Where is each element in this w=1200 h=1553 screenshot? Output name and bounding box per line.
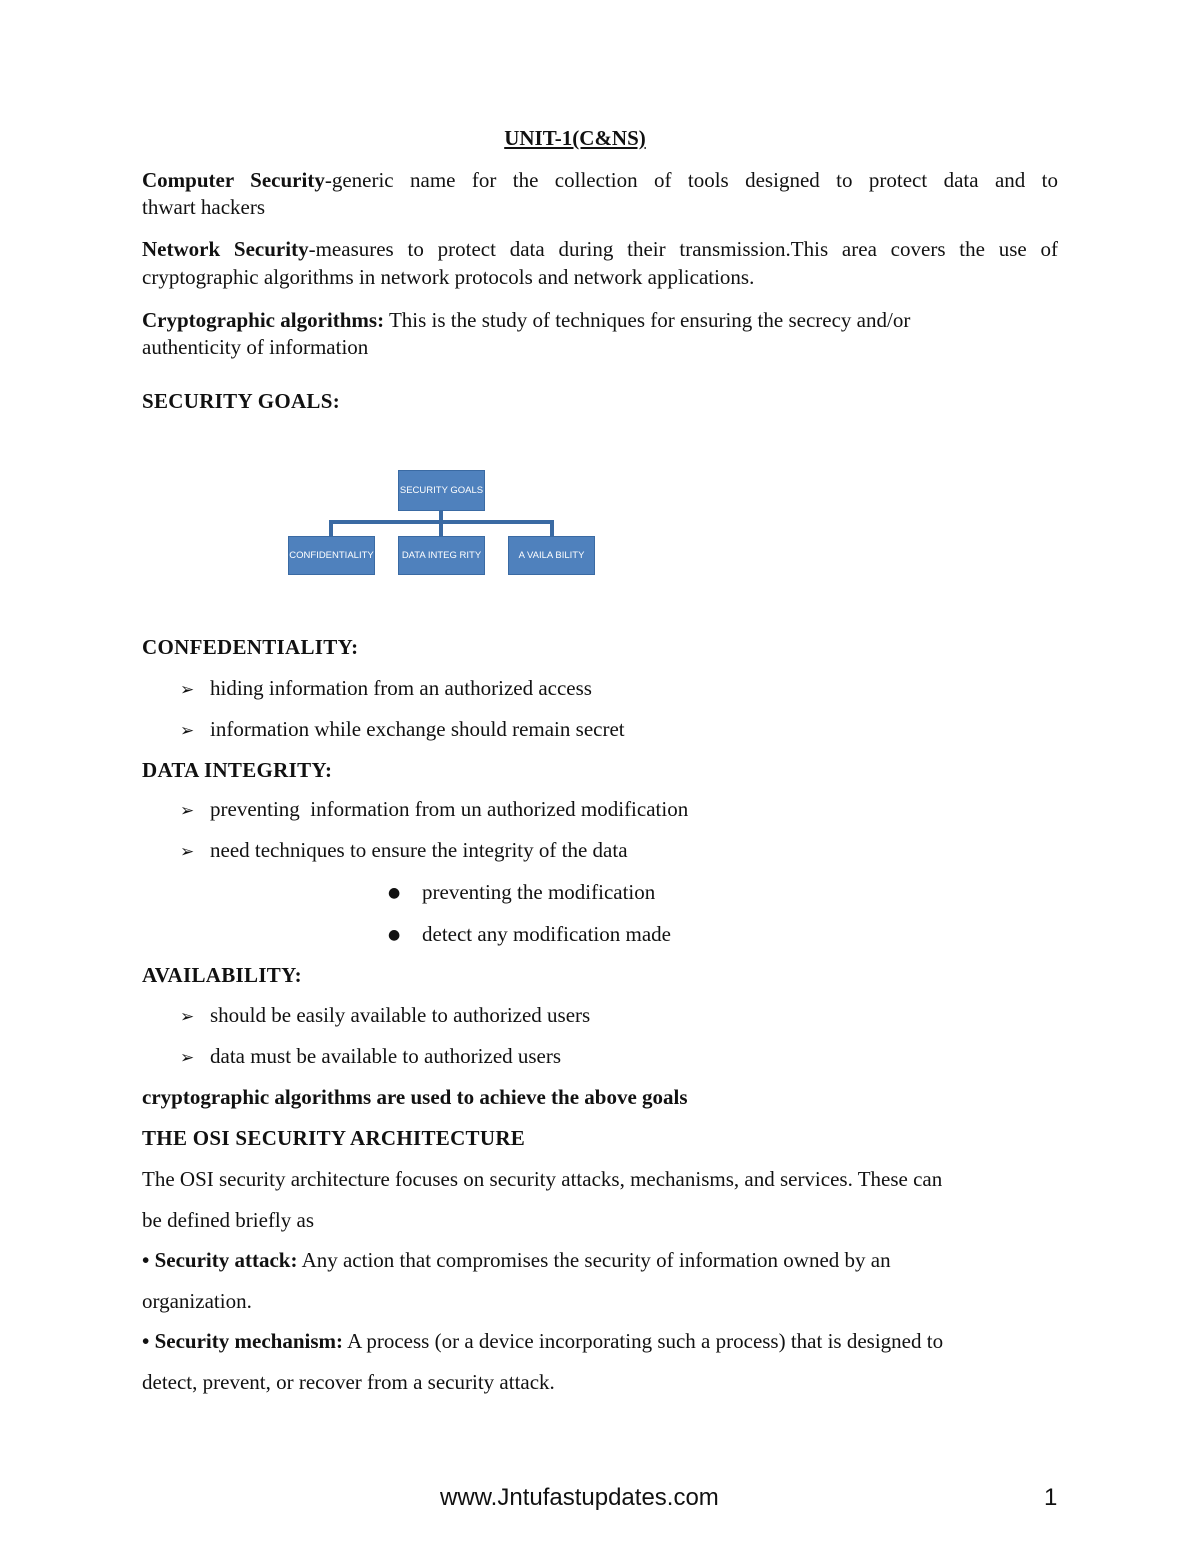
network-security-term: Network Security xyxy=(142,237,309,261)
availability-heading: AVAILABILITY: xyxy=(142,963,302,987)
list-item: ➢ preventing information from un authorized modification xyxy=(180,797,689,821)
diagram-root-box: SECURITY GOALS xyxy=(398,470,485,511)
security-attack-definition: • Security attack: Any action that compromises the security of information owned by an xyxy=(142,1248,891,1272)
list-item: ➢ need techniques to ensure the integrity of the data xyxy=(180,838,628,862)
page-title: UNIT-1(C&NS) xyxy=(504,126,646,150)
page-number: 1 xyxy=(1044,1484,1058,1511)
security-mechanism-term: • Security mechanism: xyxy=(142,1329,343,1353)
security-attack-term: • Security attack: xyxy=(142,1248,298,1272)
crypto-term: Cryptographic algorithms: xyxy=(142,308,385,332)
sub-list-item: ● preventing the modification xyxy=(388,880,656,904)
network-security-text-cont: cryptographic algorithms in network protocols and network applications. xyxy=(142,265,755,289)
diagram-confidentiality-box: CONFIDENTIALITY xyxy=(288,536,375,575)
bullet-dot-icon: ● xyxy=(388,885,401,901)
list-item: ➢ hiding information from an authorized access xyxy=(180,676,592,700)
security-goals-heading: SECURITY GOALS: xyxy=(142,389,341,413)
computer-security-text: -generic name for the collection of tools designed to protect data and to xyxy=(324,168,1058,192)
goals-summary: cryptographic algorithms are used to achieve the above goals xyxy=(142,1085,688,1109)
security-mechanism-definition: • Security mechanism: A process (or a device incorporating such a process) that is designed to xyxy=(142,1329,944,1353)
computer-security-text-cont: thwart hackers xyxy=(142,195,266,219)
diagram-connectors xyxy=(0,0,1200,600)
arrow-bullet-icon: ➢ xyxy=(180,842,195,862)
arrow-bullet-icon: ➢ xyxy=(180,1048,195,1068)
bullet-dot-icon: ● xyxy=(388,927,401,943)
osi-heading: THE OSI SECURITY ARCHITECTURE xyxy=(142,1126,526,1150)
arrow-bullet-icon: ➢ xyxy=(180,801,195,821)
diagram-integrity-box: DATA INTEG RITY xyxy=(398,536,485,575)
osi-intro-cont: be defined briefly as xyxy=(142,1208,315,1232)
crypto-text: This is the study of techniques for ensuring the secrecy and/or xyxy=(384,308,911,332)
osi-intro: The OSI security architecture focuses on security attacks, mechanisms, and services. These can xyxy=(142,1167,943,1191)
footer-url: www.Jntufastupdates.com xyxy=(440,1484,719,1511)
arrow-bullet-icon: ➢ xyxy=(180,721,195,741)
arrow-bullet-icon: ➢ xyxy=(180,680,195,700)
security-mechanism-text-cont: detect, prevent, or recover from a security attack. xyxy=(142,1370,555,1394)
list-item: ➢ should be easily available to authorized users xyxy=(180,1003,591,1027)
list-item: ➢ data must be available to authorized users xyxy=(180,1044,562,1068)
integrity-heading: DATA INTEGRITY: xyxy=(142,758,333,782)
computer-security-term: Computer Security xyxy=(142,168,325,192)
confidentiality-heading: CONFEDENTIALITY: xyxy=(142,635,359,659)
sub-list-item: ● detect any modification made xyxy=(388,922,671,946)
arrow-bullet-icon: ➢ xyxy=(180,1007,195,1027)
diagram-availability-box: A VAILA BILITY xyxy=(508,536,595,575)
security-attack-text-cont: organization. xyxy=(142,1289,252,1313)
list-item: ➢ information while exchange should remain secret xyxy=(180,717,625,741)
network-security-text: -measures to protect data during their transmission.This area covers the use of xyxy=(308,237,1058,261)
crypto-text-cont: authenticity of information xyxy=(142,335,369,359)
